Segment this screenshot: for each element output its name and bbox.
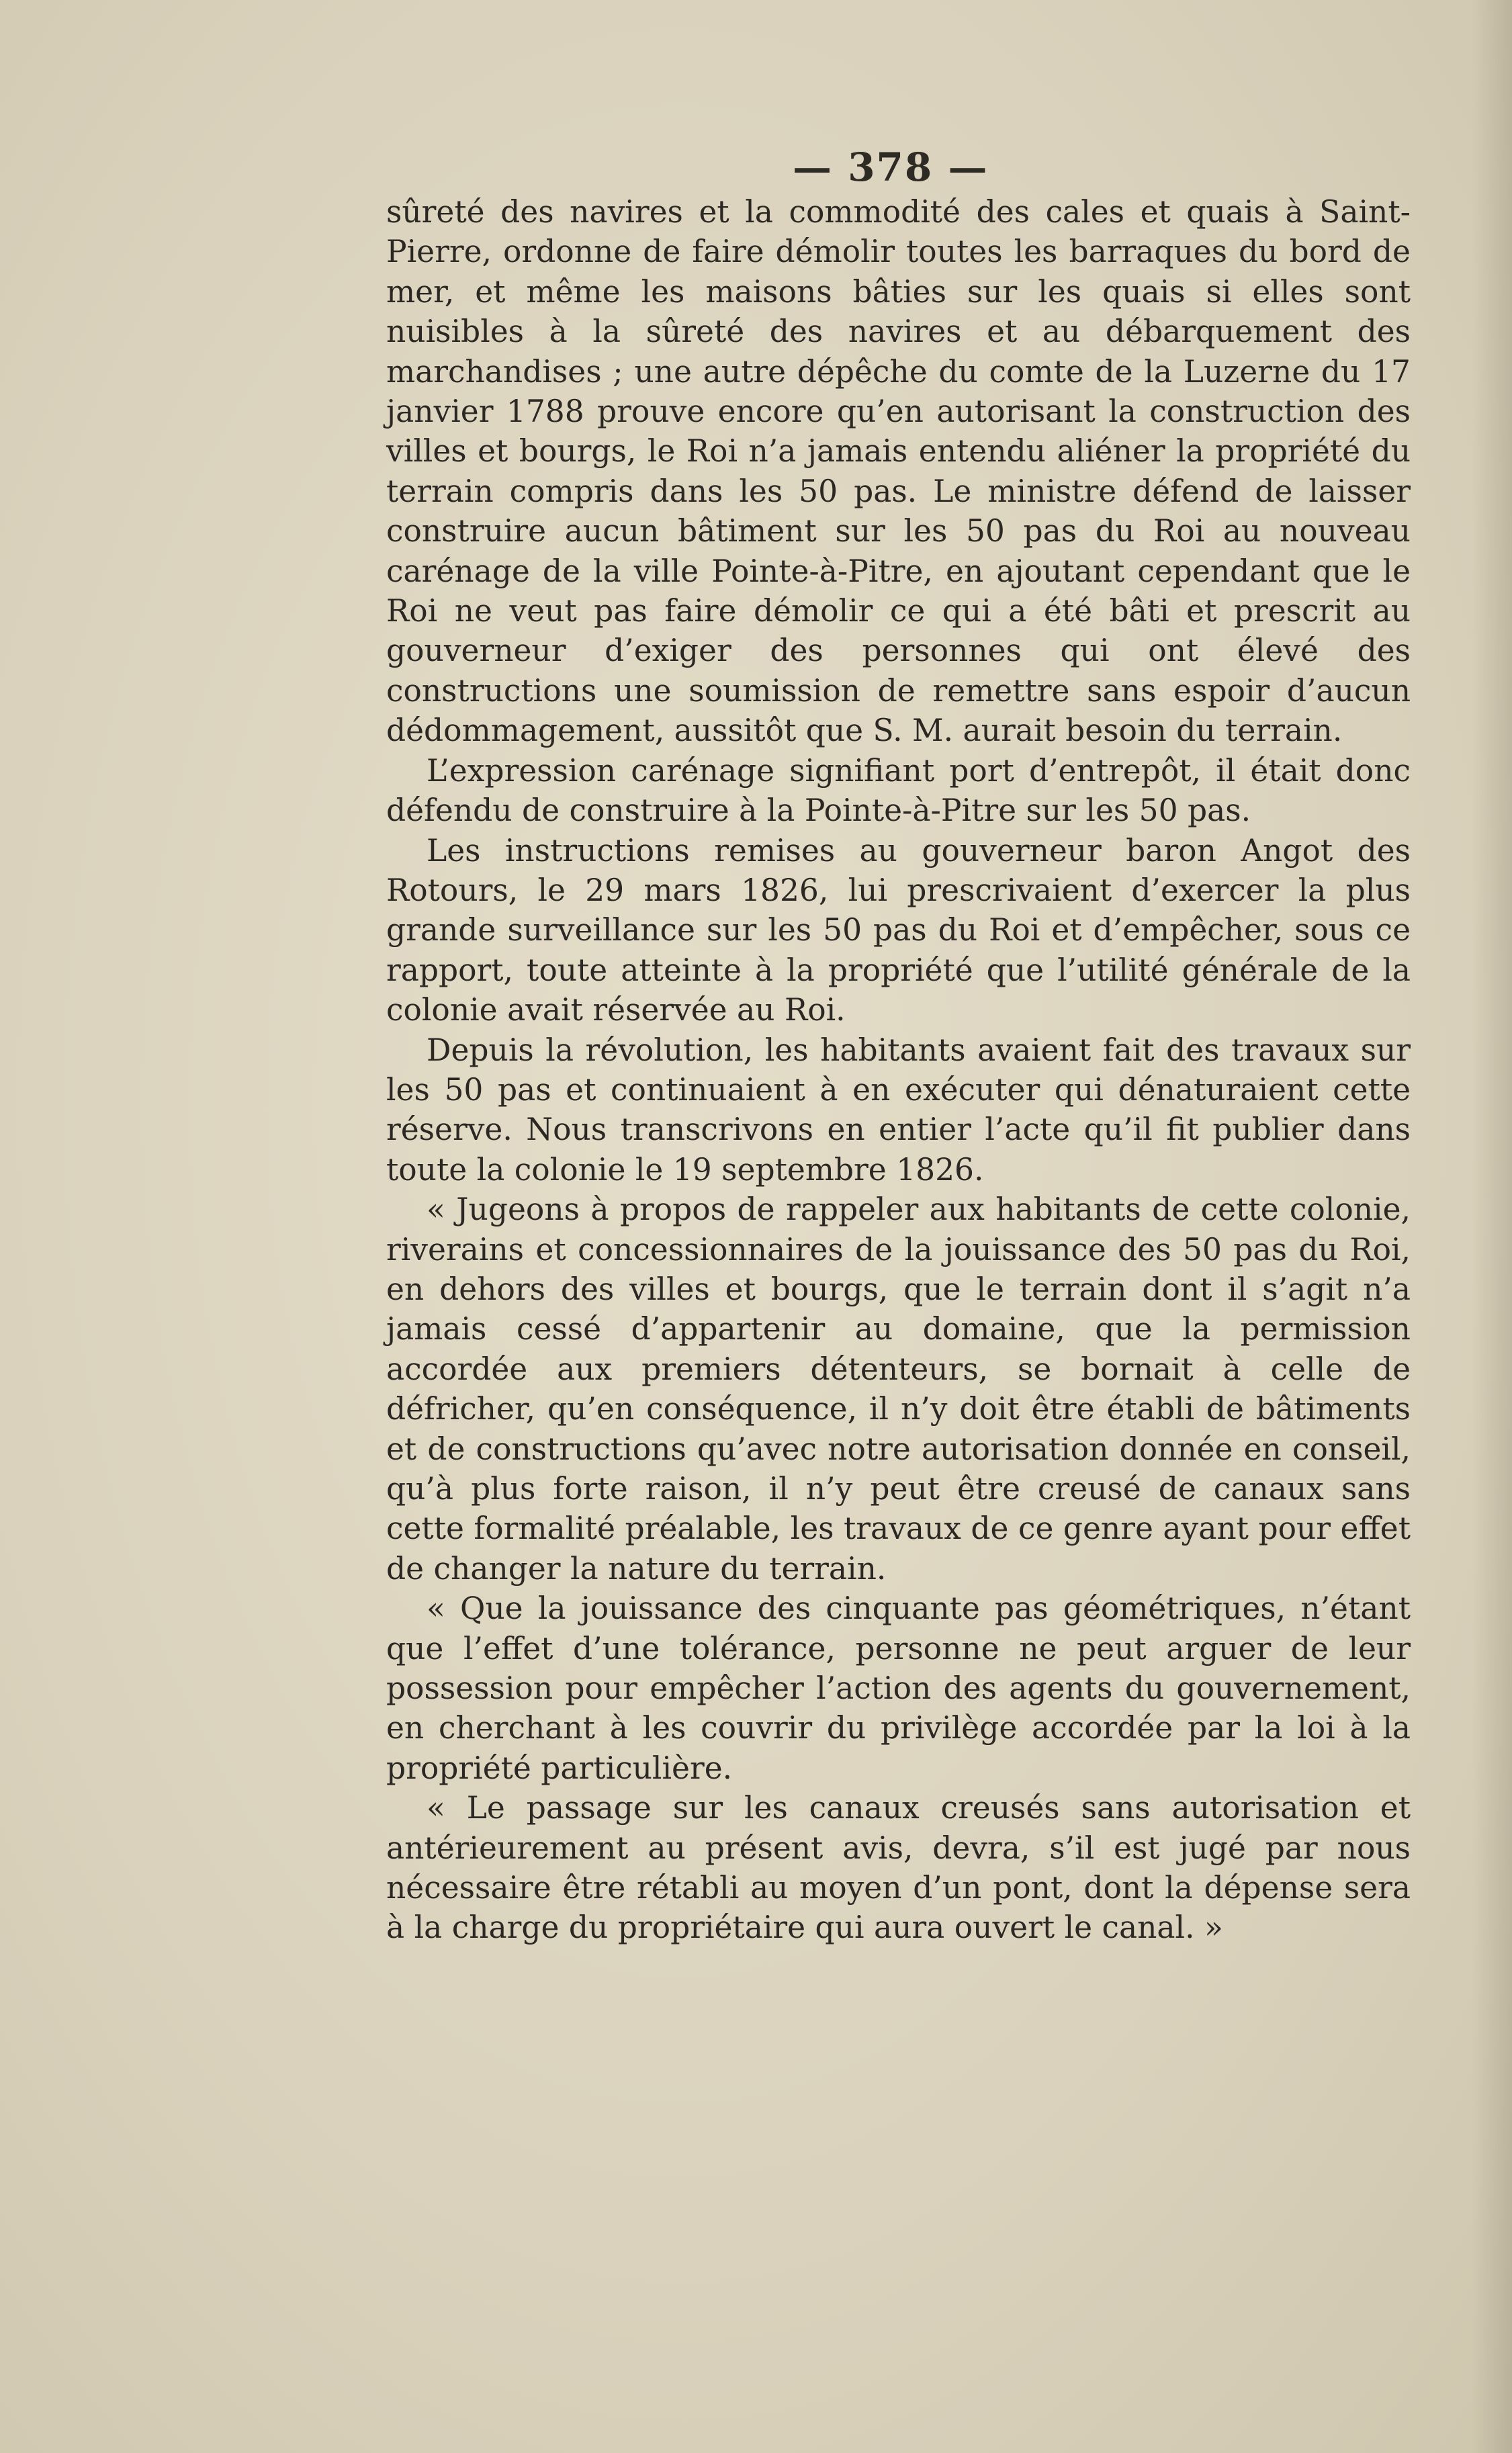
page-number: — 378 —: [793, 144, 989, 190]
page-edge-shadow: [1472, 0, 1512, 2453]
paragraph: « Que la jouissance des cinquante pas géométriques, n’étant que l’effet d’une tolérance, personne ne peut arguer de leur possession pour empêcher l’action des agents du gouvernement, en cherchant à les couvrir du privilège accordée par la loi à la propriété particulière.: [386, 1591, 1411, 1786]
paragraph: sûreté des navires et la commodité des cales et quais à Saint-Pierre, ordonne de faire démolir toutes les barraques du bord de mer, et même les maisons bâties sur les quais si elles sont nuisibles à la sûreté des navires et au débarquement des marchandises ; une autre dépêche du comte de la Luzerne du 17 janvier 1788 prouve encore qu’en autorisant la construction des villes et bourgs, le Roi n’a jamais entendu aliéner la propriété du terrain compris dans les 50 pas. Le ministre défend de laisser construire aucun bâtiment sur les 50 pas du Roi au nouveau carénage de la ville Pointe-à-Pitre, en ajoutant cependant que le Roi ne veut pas faire démolir ce qui a été bâti et prescrit au gouverneur d’exiger des personnes qui ont élevé des constructions une soumission de remettre sans espoir d’aucun dédommagement, aussitôt que S. M. aurait besoin du terrain.: [386, 194, 1411, 749]
paragraph: L’expression carénage signifiant port d’entrepôt, il était donc défendu de construire à la Pointe-à-Pitre sur les 50 pas.: [386, 752, 1411, 829]
body-text: [386, 192, 1411, 1948]
paragraph: « Le passage sur les canaux creusés sans autorisation et antérieurement au présent avis, devra, s’il est jugé par nous nécessaire être rétabli au moyen d’un pont, dont la dépense sera à la charge du propriétaire qui aura ouvert le canal. »: [386, 1790, 1411, 1946]
paragraph: Les instructions remises au gouverneur baron Angot des Rotours, le 29 mars 1826, lui prescrivaient d’exercer la plus grande surveillance sur les 50 pas du Roi et d’empêcher, sous ce rapport, toute atteinte à la propriété que l’utilité générale de la colonie avait réservée au Roi.: [386, 832, 1411, 1028]
paragraph: Depuis la révolution, les habitants avaient fait des travaux sur les 50 pas et continuaient à en exécuter qui dénaturaient cette réserve. Nous transcrivons en entier l’acte qu’il fit publier dans toute la colonie le 19 septembre 1826.: [386, 1032, 1411, 1188]
paragraph: « Jugeons à propos de rappeler aux habitants de cette colonie, riverains et concessionnaires de la jouissance des 50 pas du Roi, en dehors des villes et bourgs, que le terrain dont il s’agit n’a jamais cessé d’appartenir au domaine, que la permission accordée aux premiers détenteurs, se bornait à celle de défricher, qu’en conséquence, il n’y doit être établi de bâtiments et de constructions qu’avec notre autorisation donnée en conseil, qu’à plus forte raison, il n’y peut être creusé de canaux sans cette formalité préalable, les travaux de ce genre ayant pour effet de changer la nature du terrain.: [386, 1192, 1411, 1587]
